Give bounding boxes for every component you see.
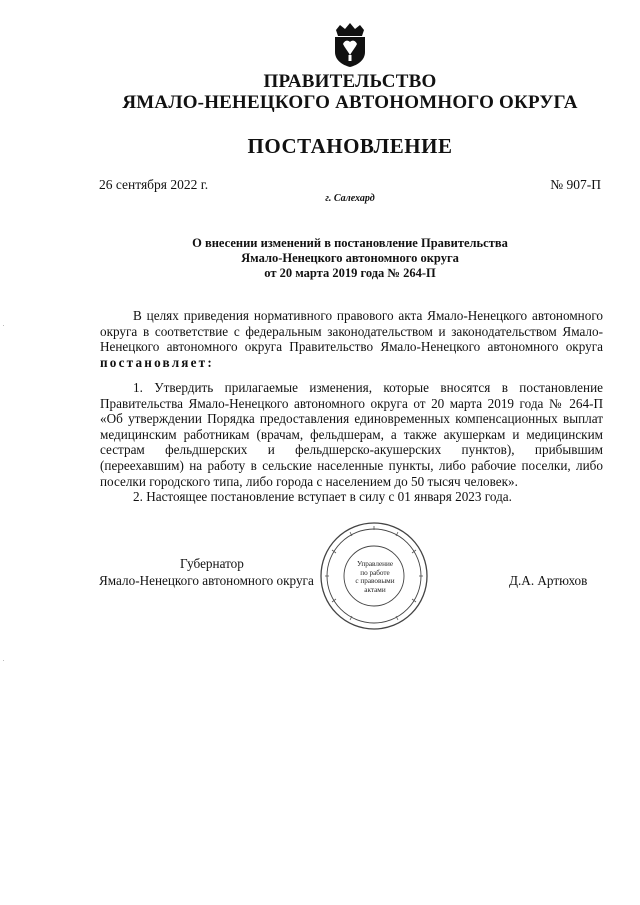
document-city: г. Салехард [325,193,375,204]
preamble-text: В целях приведения нормативного правового акта Ямало-Ненецкого автономного округа в соответствие с федеральным законодательством и законодательством Ямало-Ненецкого автономного округа Правительство Ямало-Ненецкого автономного округа [100,308,603,355]
decree-item-2: 2. Настоящее постановление вступает в силу с 01 января 2023 года. [133,489,512,505]
decree-colon: : [207,354,212,370]
government-region: ЯМАЛО-НЕНЕЦКОГО АВТОНОМНОГО ОКРУГА [122,92,578,113]
stamp-line: с правовыми [355,577,395,586]
subject-line: Ямало-Ненецкого автономного округа [241,251,459,265]
signatory-title: Губернатор [180,556,244,571]
decree-item-1: 1. Утвердить прилагаемые изменения, которые вносятся в постановление Правительства Ямало-Ненецкого автономного округа от 20 марта 2019 года № 264-П «Об утверждении Порядка предоставления единовременных компенсационных выплат медицинским работникам (врачам, фельдшерам, а также акушеркам и медицинским сестрам фельдшерских и фельдшерско-акушерских пунктов), прибывшим (переехавшим) на работу в сельские населенные пункты, либо рабочие поселки, либо поселки городского типа, либо города с населением до 50 тысяч человек». [100,380,603,489]
document-number: № 907-П [550,177,601,192]
preamble-paragraph [100,308,603,370]
decree-word: постановляет [100,354,208,370]
subject-line: от 20 марта 2019 года № 264-П [264,266,436,280]
decree-items [100,380,603,505]
stamp-line: Управление [356,560,394,568]
coat-of-arms-icon [331,22,369,68]
stamp-line: по работе [360,568,390,577]
signatory-region: Ямало-Ненецкого автономного округа [99,573,314,588]
document-subject [0,236,640,281]
scan-dot [3,660,4,661]
subject-line: О внесении изменений в постановление Правительства [192,236,508,250]
scan-dot [3,325,4,326]
signatory-name: Д.А. Артюхов [509,573,588,588]
document-date: 26 сентября 2022 г. [99,177,209,192]
stamp-text [354,560,396,594]
stamp-line: актами [364,585,386,594]
document-type: ПОСТАНОВЛЕНИЕ [247,134,453,158]
government-title: ПРАВИТЕЛЬСТВО [263,71,437,92]
